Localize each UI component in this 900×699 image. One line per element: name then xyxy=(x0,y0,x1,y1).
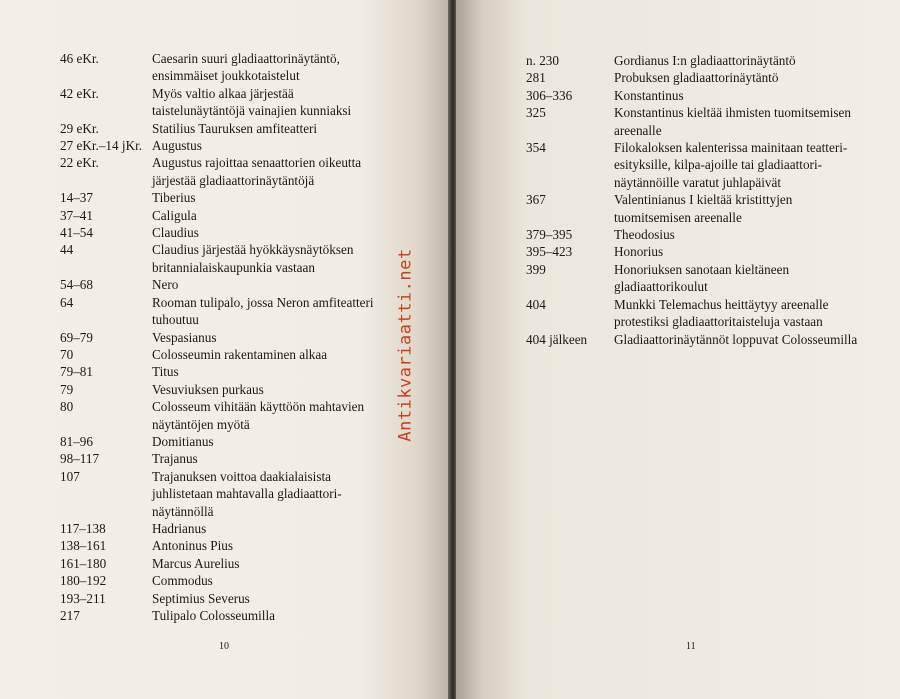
entry-event: Statilius Tauruksen amfiteatteri xyxy=(152,120,318,136)
right-timeline xyxy=(526,52,859,348)
entry-event: Theodosius xyxy=(614,227,675,243)
entry-date: 41–54 xyxy=(60,225,93,241)
entry-date: 379–395 xyxy=(526,227,573,243)
timeline-entry xyxy=(60,450,382,467)
timeline-entry xyxy=(60,224,382,241)
entry-event: Gordianus I:n gladiaattorinäytäntö xyxy=(614,53,796,68)
timeline-entry xyxy=(60,120,382,137)
entry-date: 138–161 xyxy=(60,538,107,554)
entry-date: 354 xyxy=(526,140,546,156)
timeline-entry xyxy=(60,468,382,520)
entry-date: 325 xyxy=(526,105,546,121)
timeline-entry xyxy=(60,607,382,624)
entry-event: Augustus rajoittaa senaattorien oikeutta järjestää gladiaattorinäytäntöjä xyxy=(152,155,362,188)
entry-date: 367 xyxy=(526,192,546,208)
timeline-entry xyxy=(60,398,382,433)
entry-date: 404 xyxy=(526,296,546,312)
entry-date: 81–96 xyxy=(60,433,93,449)
entry-event: Trajanus xyxy=(152,451,198,467)
entry-event: Tulipalo Colosseumilla xyxy=(152,608,275,623)
entry-event: Valentinianus I kieltää kristittyjen tuomitsemisen areenalle xyxy=(614,192,793,225)
entry-event: Nero xyxy=(152,277,179,293)
timeline-entry xyxy=(526,52,859,69)
entry-event: Colosseum vihitään käyttöön mahtavien näytäntöjen myötä xyxy=(152,399,365,432)
entry-event: Caesarin suuri gladiaattorinäytäntö, ensimmäiset joukkotaistelut xyxy=(152,51,340,84)
entry-date: 69–79 xyxy=(60,329,93,345)
entry-event: Marcus Aurelius xyxy=(152,555,240,571)
right-page xyxy=(456,0,900,699)
entry-date: 217 xyxy=(60,608,80,623)
entry-event: Tiberius xyxy=(152,190,196,206)
entry-date: 193–211 xyxy=(60,590,106,606)
timeline-entry xyxy=(60,433,382,450)
entry-event: Honoriuksen sanotaan kieltäneen gladiaattorikoulut xyxy=(614,261,790,295)
left-timeline xyxy=(60,50,382,624)
watermark xyxy=(395,247,417,442)
timeline-entry xyxy=(526,296,859,331)
timeline-entry xyxy=(526,261,859,296)
entry-event: Trajanuksen voittoa daakialaisista juhlistetaan mahtavalla gladiaattori-näytännöllä xyxy=(152,468,342,519)
timeline-entry xyxy=(60,381,382,398)
entry-event: Claudius järjestää hyökkäysnäytöksen britannialaiskaupunkia vastaan xyxy=(152,242,354,275)
entry-event: Myös valtio alkaa järjestää taistelunäytäntöjä vainajien kunniaksi xyxy=(152,85,352,119)
entry-date: 42 eKr. xyxy=(60,85,99,101)
entry-event: Vespasianus xyxy=(152,329,217,345)
timeline-entry xyxy=(60,241,382,276)
entry-event: Konstantinus xyxy=(614,87,684,103)
entry-date: 79 xyxy=(60,381,74,397)
timeline-entry xyxy=(526,243,859,260)
entry-date: 80 xyxy=(60,399,74,415)
entry-date: 98–117 xyxy=(60,451,100,467)
timeline-entry xyxy=(526,139,859,191)
timeline-entry xyxy=(60,363,382,380)
entry-event: Probuksen gladiaattorinäytäntö xyxy=(614,70,779,86)
entry-date: 29 eKr. xyxy=(60,120,99,136)
timeline-entry xyxy=(60,520,382,537)
entry-date: 79–81 xyxy=(60,364,93,380)
entry-event: Domitianus xyxy=(152,433,214,449)
entry-event: Colosseumin rakentaminen alkaa xyxy=(152,346,328,362)
timeline-entry xyxy=(60,537,382,554)
entry-event: Rooman tulipalo, jossa Neron amfiteatteri tuhoutuu xyxy=(152,294,374,328)
timeline-entry xyxy=(60,276,382,293)
entry-date: 46 eKr. xyxy=(60,51,99,66)
entry-date: 64 xyxy=(60,294,74,310)
entry-date: 70 xyxy=(60,346,74,362)
entry-event: Antoninus Pius xyxy=(152,538,233,554)
entry-event: Hadrianus xyxy=(152,520,207,536)
entry-date: 27 eKr.–14 jKr. xyxy=(60,138,143,154)
entry-event: Honorius xyxy=(614,244,664,260)
entry-date: 404 jälkeen xyxy=(526,331,588,347)
page-number: 10 xyxy=(219,641,229,652)
entry-event: Augustus xyxy=(152,138,202,154)
timeline-entry xyxy=(60,50,382,85)
timeline-entry xyxy=(526,226,859,243)
watermark-text: Antikvariaatti.net xyxy=(396,247,417,442)
timeline-entry xyxy=(60,329,382,346)
timeline-entry xyxy=(526,331,859,348)
entry-event: Vesuviuksen purkaus xyxy=(152,381,264,397)
timeline-entry xyxy=(526,104,859,139)
entry-date: 107 xyxy=(60,468,80,484)
timeline-entry xyxy=(60,154,382,189)
entry-date: 281 xyxy=(526,70,546,86)
timeline-entry xyxy=(60,590,382,607)
entry-date: 395–423 xyxy=(526,244,573,260)
entry-date: 117–138 xyxy=(60,520,106,536)
entry-event: Septimius Severus xyxy=(152,590,250,606)
entry-date: 14–37 xyxy=(60,190,93,206)
entry-event: Caligula xyxy=(152,207,197,223)
timeline-entry xyxy=(60,189,382,206)
entry-date: 180–192 xyxy=(60,573,107,589)
timeline-entry xyxy=(60,85,382,120)
timeline-entry xyxy=(526,87,859,104)
entry-event: Commodus xyxy=(152,573,213,589)
entry-event: Gladiaattorinäytännöt loppuvat Colosseumilla xyxy=(614,331,858,347)
entry-event: Filokaloksen kalenterissa mainitaan teatteri-esityksille, kilpa-ajoille tai gladiaattori-näytännöille varatut juhlapäivät xyxy=(614,140,848,190)
timeline-entry xyxy=(60,137,382,154)
entry-event: Titus xyxy=(152,364,179,380)
entry-date: 161–180 xyxy=(60,555,107,571)
timeline-entry xyxy=(60,294,382,329)
timeline-entry xyxy=(60,572,382,589)
timeline-entry xyxy=(60,555,382,572)
entry-event: Munkki Telemachus heittäytyy areenalle protestiksi gladiaattoritaisteluja vastaan xyxy=(614,296,829,330)
entry-date: 399 xyxy=(526,261,546,277)
entry-event: Konstantinus kieltää ihmisten tuomitsemisen areenalle xyxy=(614,105,851,138)
entry-date: 22 eKr. xyxy=(60,155,99,171)
entry-date: 44 xyxy=(60,242,74,258)
timeline-entry xyxy=(60,207,382,224)
entry-date: 306–336 xyxy=(526,87,573,103)
timeline-entry xyxy=(526,191,859,226)
page-number: 11 xyxy=(686,641,696,652)
timeline-entry xyxy=(526,69,859,86)
entry-event: Claudius xyxy=(152,225,199,241)
timeline-entry xyxy=(60,346,382,363)
entry-date: n. 230 xyxy=(526,53,559,68)
entry-date: 54–68 xyxy=(60,277,93,293)
entry-date: 37–41 xyxy=(60,207,93,223)
